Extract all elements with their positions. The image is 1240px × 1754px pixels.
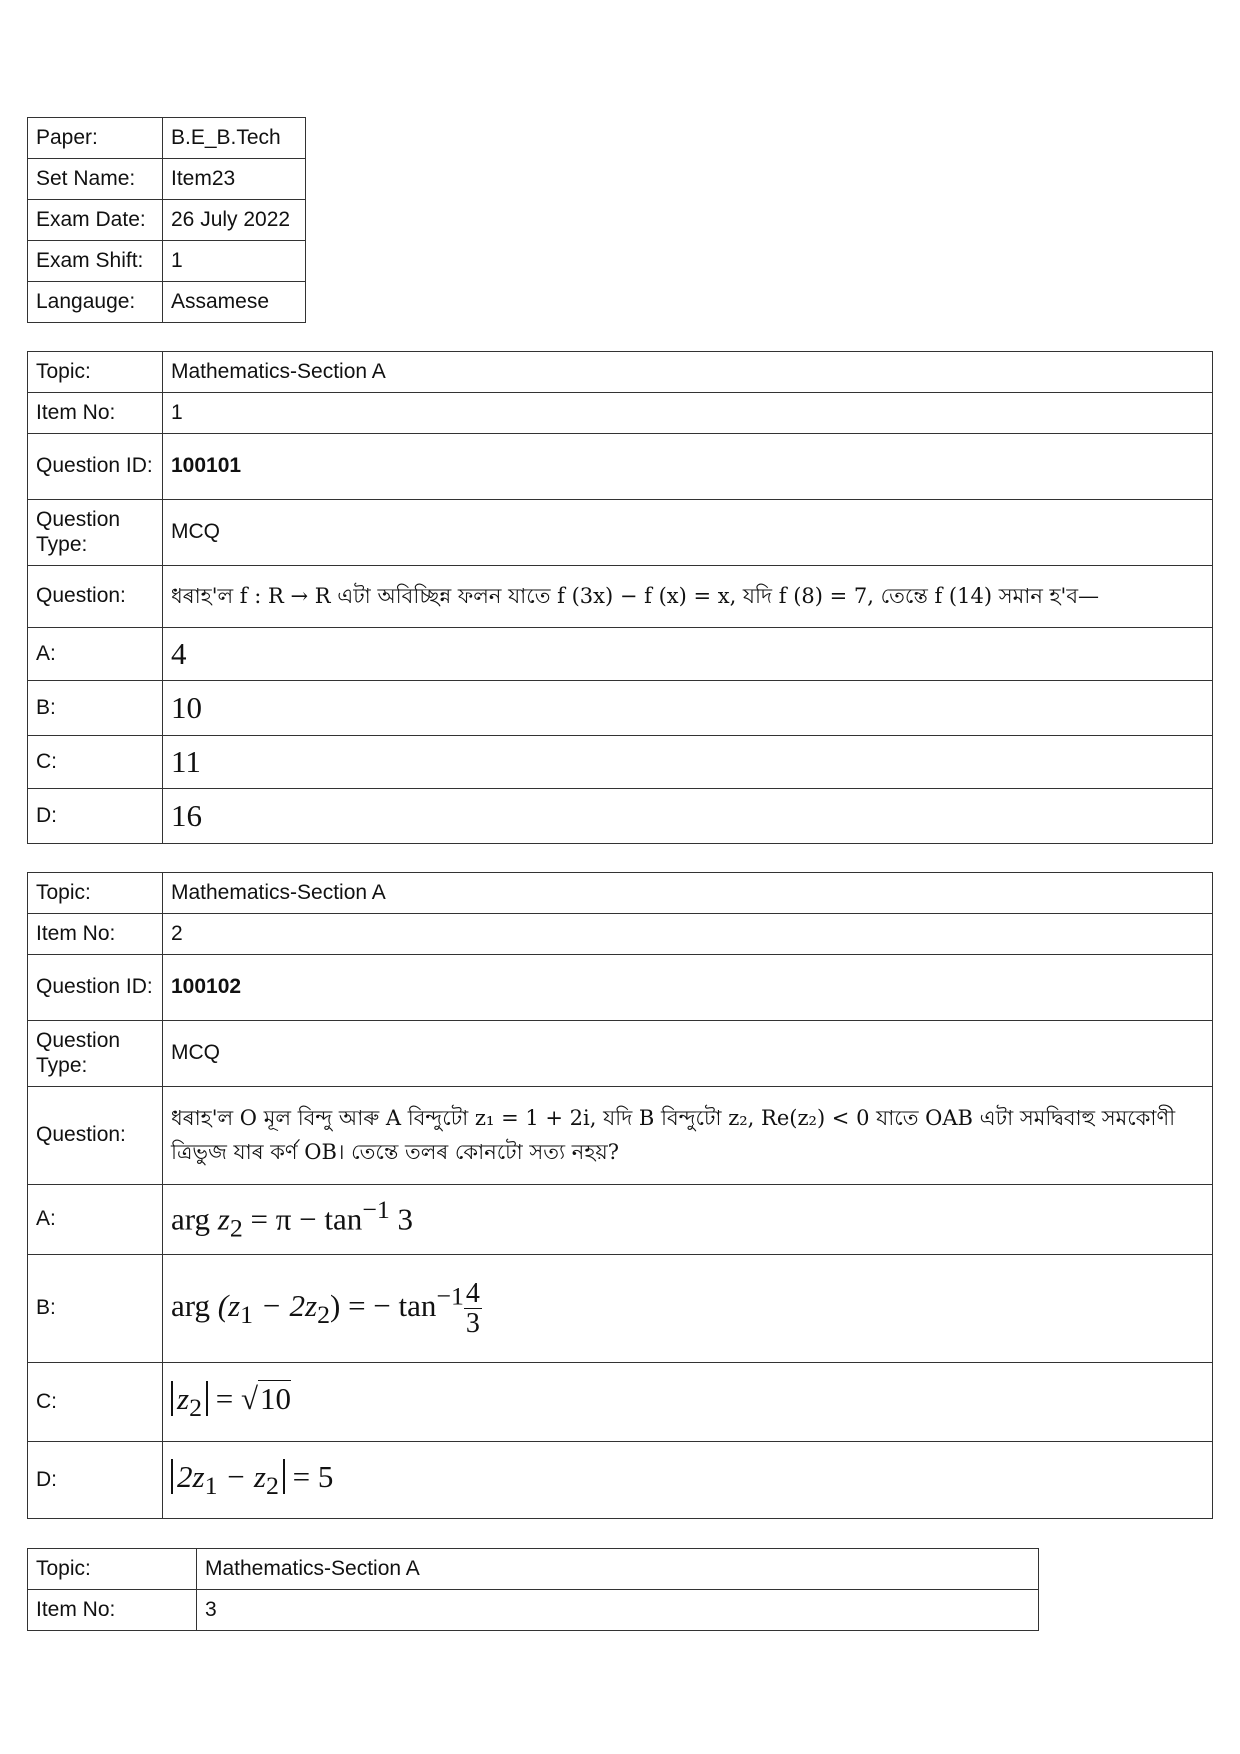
- question-type-label: Question Type:: [28, 500, 163, 566]
- language-value: Assamese: [163, 282, 306, 323]
- sub-2: 2: [189, 1393, 202, 1423]
- item-no-value: 2: [163, 914, 1213, 955]
- option-d-label: D:: [28, 789, 163, 844]
- term-z2: − z: [217, 1459, 266, 1495]
- question-id-value: 100102: [163, 955, 1213, 1021]
- topic-value: Mathematics-Section A: [197, 1549, 1039, 1590]
- fraction: [464, 1279, 482, 1339]
- question-type-value: MCQ: [163, 500, 1213, 566]
- paper-label: Paper:: [28, 118, 163, 159]
- question-type-label: Question Type:: [28, 1021, 163, 1087]
- item-no-label: Item No:: [28, 1590, 197, 1631]
- option-b-value: [163, 1255, 1213, 1363]
- language-label: Langauge:: [28, 282, 163, 323]
- item-no-value: 1: [163, 393, 1213, 434]
- set-name-label: Set Name:: [28, 159, 163, 200]
- topic-value: Mathematics-Section A: [163, 873, 1213, 914]
- exam-info-table: [27, 117, 306, 323]
- question-label: Question:: [28, 566, 163, 628]
- expr-end: 3: [389, 1201, 414, 1237]
- question-2-table: [27, 872, 1213, 1519]
- question-id-label: Question ID:: [28, 955, 163, 1021]
- radicand: 10: [260, 1381, 291, 1417]
- item-no-label: Item No:: [28, 914, 163, 955]
- question-label: Question:: [28, 1087, 163, 1185]
- sub-2: 2: [317, 1299, 330, 1329]
- option-a-label: A:: [28, 628, 163, 681]
- sup-inv: −1: [362, 1195, 390, 1225]
- item-no-label: Item No:: [28, 393, 163, 434]
- sub-1: 1: [240, 1299, 254, 1329]
- question-text: ধৰাহ'ল O মূল বিন্দু আৰু A বিন্দুটো z₁ = 1 + 2i, যদি B বিন্দুটো z₂, Re(z₂) < 0 যাতে OAB এটা সমদ্বিবাহু সমকোণী ত্ৰিভুজ যাৰ কৰ্ণ OB। তেন্তে তলৰ কোনটো সত্য নহয়?: [163, 1087, 1213, 1185]
- exam-date-label: Exam Date:: [28, 200, 163, 241]
- question-text: ধৰাহ'ল f : R → R এটা অবিচ্ছিন্ন ফলন যাতে f (3x) − f (x) = x, যদি f (8) = 7, তেন্তে f (14) সমান হ'ব—: [163, 566, 1213, 628]
- exam-shift-value: 1: [163, 241, 306, 282]
- topic-label: Topic:: [28, 352, 163, 393]
- option-d-value: [163, 1442, 1213, 1519]
- var-z: z: [177, 1381, 190, 1417]
- set-name-value: Item23: [163, 159, 306, 200]
- item-no-value: 3: [197, 1590, 1039, 1631]
- question-type-value: MCQ: [163, 1021, 1213, 1087]
- sub-1: 1: [204, 1471, 218, 1501]
- sup-inv: −1: [436, 1281, 464, 1311]
- term-2z1: 2z: [177, 1459, 205, 1495]
- topic-label: Topic:: [28, 1549, 197, 1590]
- option-c-label: C:: [28, 736, 163, 789]
- expr-rest: = π − tan: [242, 1201, 363, 1237]
- paper-value: B.E_B.Tech: [163, 118, 306, 159]
- arg-text: arg: [171, 1287, 211, 1323]
- option-a-value: [163, 1185, 1213, 1255]
- topic-value: Mathematics-Section A: [163, 352, 1213, 393]
- numerator: 4: [465, 1277, 480, 1309]
- open-z1: (z: [217, 1287, 241, 1323]
- sub-2: 2: [265, 1471, 279, 1501]
- question-id-label: Question ID:: [28, 434, 163, 500]
- topic-label: Topic:: [28, 873, 163, 914]
- sub-2: 2: [229, 1213, 243, 1243]
- option-d-value: 16: [163, 789, 1213, 844]
- question-3-table: [27, 1548, 1039, 1631]
- question-id-value: 100101: [163, 434, 1213, 500]
- abs-value: [171, 1381, 208, 1423]
- exam-date-value: 26 July 2022: [163, 200, 306, 241]
- abs-value: [171, 1459, 285, 1501]
- option-b-label: B:: [28, 681, 163, 736]
- eq-sqrt: = √: [208, 1381, 258, 1417]
- option-a-label: A:: [28, 1185, 163, 1255]
- option-b-value: 10: [163, 681, 1213, 736]
- exam-shift-label: Exam Shift:: [28, 241, 163, 282]
- arg-text: arg: [171, 1201, 211, 1237]
- close-expr: ) = − tan: [330, 1287, 437, 1323]
- eq-value: = 5: [284, 1459, 334, 1495]
- option-c-value: 11: [163, 736, 1213, 789]
- option-c-label: C:: [28, 1363, 163, 1442]
- question-1-table: [27, 351, 1213, 844]
- denominator: 3: [465, 1308, 480, 1339]
- mid-z2: − 2z: [253, 1287, 318, 1323]
- option-d-label: D:: [28, 1442, 163, 1519]
- option-a-value: 4: [163, 628, 1213, 681]
- option-b-label: B:: [28, 1255, 163, 1363]
- option-c-value: [163, 1363, 1213, 1442]
- var-z: z: [217, 1201, 230, 1237]
